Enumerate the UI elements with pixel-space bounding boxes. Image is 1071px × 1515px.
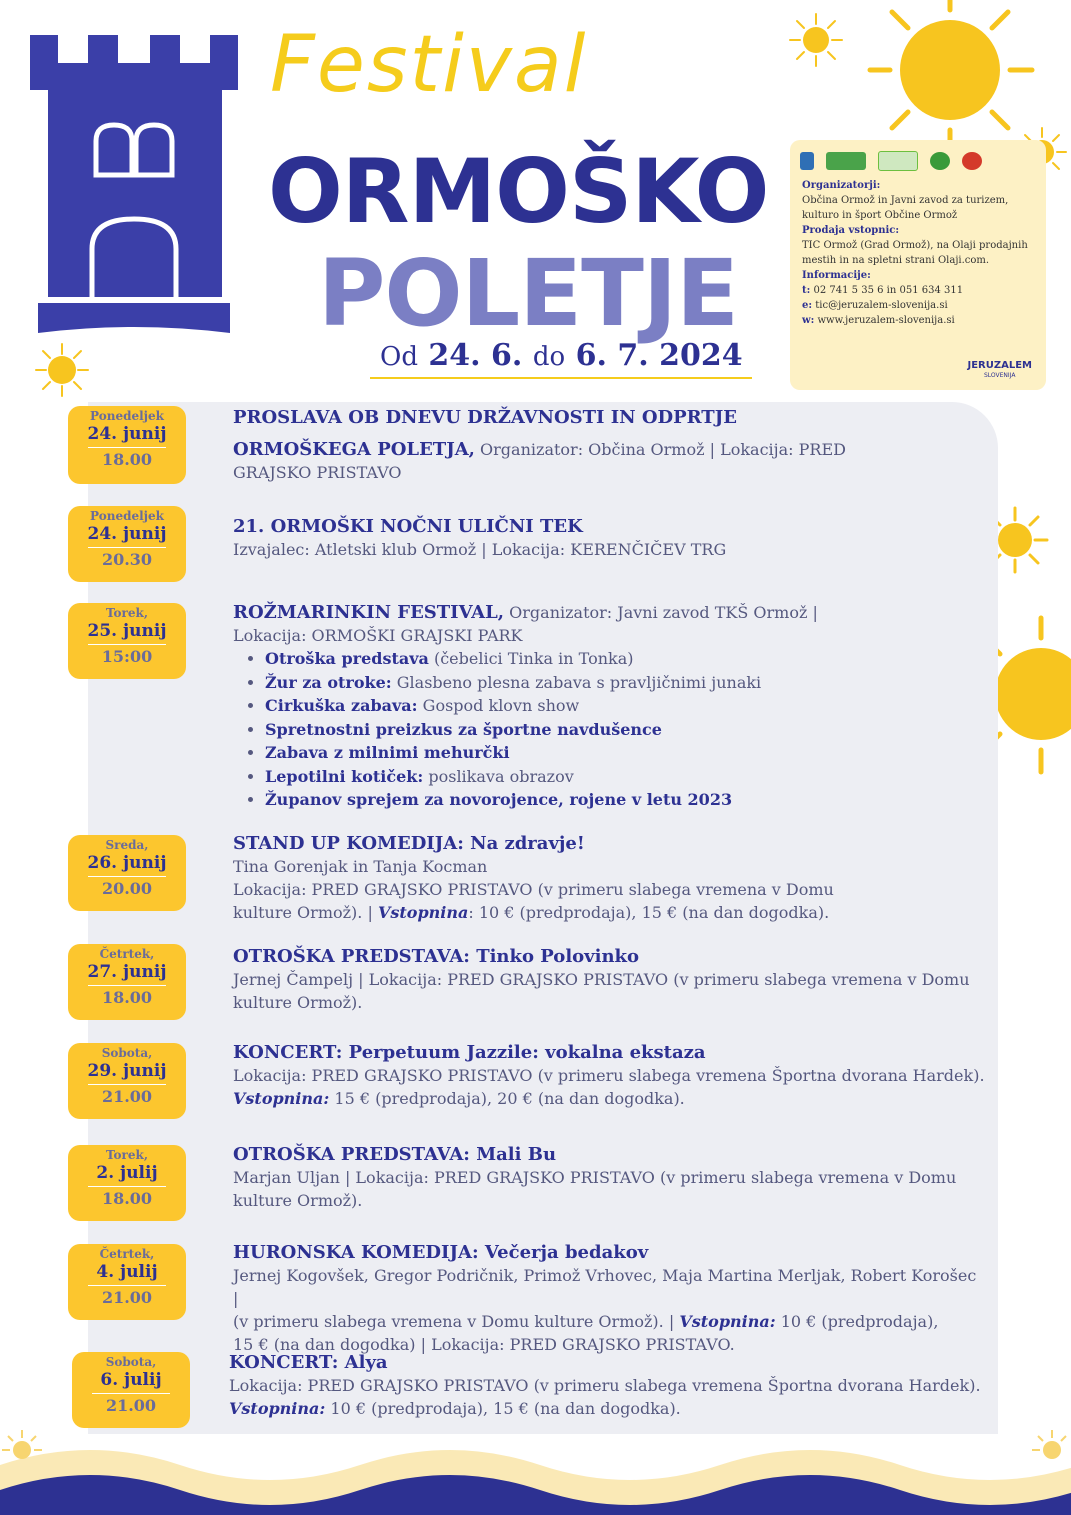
activity-item: • Cirkuška zabava: Gospod klovn show	[265, 694, 985, 718]
event-title: OTROŠKA PREDSTAVA: Mali Bu	[233, 1144, 557, 1165]
festival-dates: Od 24. 6. do 6. 7. 2024	[380, 338, 743, 373]
event-date-badge: Sreda, 26. junij 20.00	[68, 835, 186, 911]
info-box	[790, 140, 1046, 390]
sponsor-logos	[800, 150, 1036, 172]
event-entry: PROSLAVA OB DNEVU DRŽAVNOSTI IN ODPRTJE ORMOŠKEGA POLETJA, Organizator: Občina Ormož | Lokacija: PRED GRAJSKO PRISTAVO	[233, 406, 985, 484]
event-title: 21. ORMOŠKI NOČNI ULIČNI TEK	[233, 516, 583, 537]
small-sun-icon	[1030, 1428, 1071, 1472]
event-title: HURONSKA KOMEDIJA: Večerja bedakov	[233, 1242, 649, 1263]
web-link[interactable]: www.jeruzalem-slovenija.si	[817, 315, 955, 326]
event-title: OTROŠKA PREDSTAVA: Tinko Polovinko	[233, 946, 640, 967]
info-text: Organizatorji: Občina Ormož in Javni zavod za turizem, kulturo in šport Občine Ormož Prodaja vstopnic: TIC Ormož (Grad Ormož), na Olaji prodajnih mestih in na spletni strani Olaji.com. Informacije: t: 02 741 5 35 6 in 051 634 311 e: tic@jeruzalem-slovenija.si w: www.jeruzalem-slovenija.si	[802, 180, 1028, 326]
poletje-title: POLETJE	[318, 240, 738, 347]
small-sun-icon	[788, 12, 844, 68]
event-title: ROŽMARINKIN FESTIVAL,	[233, 602, 505, 623]
jeruzalem-logo: JERUZALEM SLOVENIJA	[967, 360, 1032, 379]
event-entry: ROŽMARINKIN FESTIVAL, Organizator: Javni zavod TKŠ Ormož | Lokacija: ORMOŠKI GRAJSKI PARK • Otroška predstava (čebelici Tinka in Tonka) • Žur za otroke: Glasbeno plesna zabava s pravljičnimi junaki • Cirkuška zabava: Gospod klovn show • Spretnostni preizkus za športne navdušence • Zabava z milnimi mehurčki • Lepotilni kotiček: poslikava obrazov • Županov sprejem za novorojence, rojene v letu 2023	[233, 601, 985, 812]
sponsor-logo	[930, 152, 950, 170]
event-date-badge: Ponedeljek 24. junij 18.00	[68, 406, 186, 484]
event-title: STAND UP KOMEDIJA: Na zdravje!	[233, 833, 585, 854]
small-sun-icon	[34, 342, 90, 398]
sponsor-logo	[878, 151, 918, 171]
event-date-badge: Torek, 25. junij 15:00	[68, 603, 186, 679]
event-title: KONCERT: Perpetuum Jazzile: vokalna ekstaza	[233, 1042, 706, 1063]
festival-title: Festival	[270, 20, 588, 110]
event-entry: KONCERT: Perpetuum Jazzile: vokalna ekstaza Lokacija: PRED GRAJSKO PRISTAVO (v primeru slabega vremena Športna dvorana Hardek). Vstopnina: 15 € (predprodaja), 20 € (na dan dogodka).	[233, 1042, 985, 1108]
event-entry: OTROŠKA PREDSTAVA: Mali Bu Marjan Uljan | Lokacija: PRED GRAJSKO PRISTAVO (v primeru slabega vremena v Domu kulture Ormož).	[233, 1143, 985, 1212]
activity-list	[233, 647, 985, 812]
sponsor-logo	[962, 152, 982, 170]
ormosko-title: ORMOŠKO	[268, 140, 769, 243]
activity-item: • Otroška predstava (čebelici Tinka in Tonka)	[265, 647, 985, 671]
activity-item: • Spretnostni preizkus za športne navdušence	[265, 718, 985, 742]
event-date-badge: Ponedeljek 24. junij 20.30	[68, 506, 186, 582]
event-entry: KONCERT: Alya Lokacija: PRED GRAJSKO PRISTAVO (v primeru slabega vremena Športna dvorana Hardek). Vstopnina: 10 € (predprodaja), 15 € (na dan dogodka).	[229, 1352, 981, 1418]
activity-item: • Lepotilni kotiček: poslikava obrazov	[265, 765, 985, 789]
dates-underline	[370, 377, 752, 379]
event-entry: 21. ORMOŠKI NOČNI ULIČNI TEK Izvajalec: Atletski klub Ormož | Lokacija: KERENČIČEV TRG	[233, 515, 985, 561]
email-link[interactable]: tic@jeruzalem-slovenija.si	[815, 300, 948, 311]
activity-item: • Žur za otroke: Glasbeno plesna zabava s pravljičnimi junaki	[265, 671, 985, 695]
event-entry: HURONSKA KOMEDIJA: Večerja bedakov Jernej Kogovšek, Gregor Podričnik, Primož Vrhovec, Maja Martina Merljak, Robert Korošec | (v primeru slabega vremena v Domu kulture Ormož). | Vstopnina: 10 € (predprodaja), 15 € (na dan dogodka) | Lokacija: PRED GRAJSKO PRISTAVO.	[233, 1241, 985, 1356]
event-entry: OTROŠKA PREDSTAVA: Tinko Polovinko Jernej Čampelj | Lokacija: PRED GRAJSKO PRISTAVO (v primeru slabega vremena v Domu kulture Ormož).	[233, 945, 985, 1014]
small-sun-icon	[0, 1428, 44, 1472]
activity-item: • Zabava z milnimi mehurčki	[265, 741, 985, 765]
event-title: PROSLAVA OB DNEVU DRŽAVNOSTI IN ODPRTJE	[233, 407, 737, 428]
event-date-badge: Sobota, 29. junij 21.00	[68, 1043, 186, 1119]
wave-decoration	[0, 1435, 1071, 1515]
activity-item: • Županov sprejem za novorojence, rojene v letu 2023	[265, 788, 985, 812]
event-entry: STAND UP KOMEDIJA: Na zdravje! Tina Gorenjak in Tanja Kocman Lokacija: PRED GRAJSKO PRISTAVO (v primeru slabega vremena v Domu kulture Ormož). | Vstopnina: 10 € (predprodaja), 15 € (na dan dogodka).	[233, 832, 985, 924]
event-date-badge: Četrtek, 4. julij 21.00	[68, 1244, 186, 1320]
event-date-badge: Torek, 2. julij 18.00	[68, 1145, 186, 1221]
castle-tower-logo	[30, 35, 240, 335]
sponsor-logo	[826, 152, 866, 170]
event-date-badge: Četrtek, 27. junij 18.00	[68, 944, 186, 1020]
event-date-badge: Sobota, 6. julij 21.00	[72, 1352, 190, 1428]
municipality-crest-logo	[800, 152, 814, 170]
event-title: KONCERT: Alya	[229, 1352, 388, 1373]
sun-icon	[860, 0, 1040, 150]
